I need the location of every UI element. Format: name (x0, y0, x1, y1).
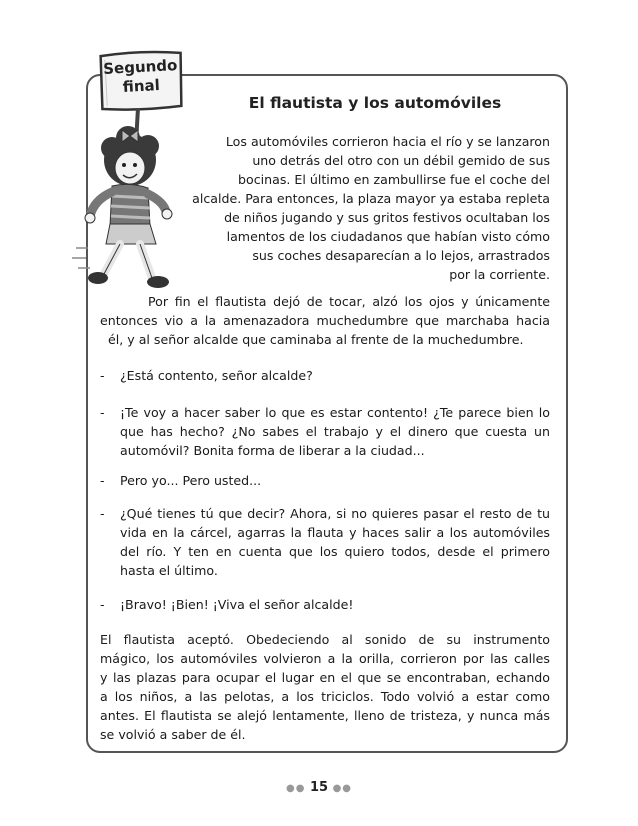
paragraph-line: antes. El flautista se alejó lentamente, lleno de tristeza, y nunca más (100, 708, 550, 723)
paragraph-line: a los niños, a las pelotas, a los triciclos. Todo volvió a estar como (100, 689, 550, 704)
dialogue-dash: - (100, 506, 105, 521)
final-paragraph (100, 630, 550, 744)
dialogue-text: ¿Está contento, señor alcalde? (120, 368, 313, 383)
intro-line: de niños jugando y sus gritos festivos ocultaban los (224, 210, 550, 225)
dialogue-dash: - (100, 405, 105, 420)
paragraph-1 (100, 292, 550, 349)
dialogue-line-4 (100, 504, 550, 580)
dialogue-text: vida en la cárcel, agarras la flauta y haces salir a los automóviles (120, 525, 550, 540)
dialogue-line-5 (100, 595, 550, 614)
dialogue-line-2 (100, 403, 550, 460)
dialogue-line-1 (100, 366, 550, 385)
intro-line: alcalde. Para entonces, la plaza mayor ya estaba repleta (192, 191, 550, 206)
paragraph-line: él, y al señor alcalde que caminaba al frente de la muchedumbre. (108, 332, 524, 347)
dots-left-icon: ●● (285, 783, 306, 794)
section-sign (94, 48, 187, 115)
intro-line: por la corriente. (449, 267, 550, 282)
paragraph-line: mágico, los automóviles volvieron a la orilla, corrieron por las calles (100, 651, 550, 666)
intro-paragraph (150, 132, 550, 284)
sign-line-2: final (122, 76, 161, 96)
paragraph-line: entonces vio a la amenazadora muchedumbre que marchaba hacia (100, 313, 550, 328)
dialogue-text: del río. Y ten en cuenta que los quiero todos, desde el primero (120, 544, 550, 559)
dialogue-text: ¿Qué tienes tú que decir? Ahora, si no quieres pasar el resto de tu (120, 506, 550, 521)
dialogue-text: automóvil? Bonita forma de liberar a la ciudad... (120, 443, 425, 458)
intro-line: lamentos de los ciudadanos que habían visto cómo (226, 229, 550, 244)
paragraph-line: Por fin el flautista dejó de tocar, alzó los ojos y únicamente (148, 294, 550, 309)
dialogue-dash: - (100, 473, 105, 488)
dialogue-text: ¡Te voy a hacer saber lo que es estar contento! ¿Te parece bien lo (120, 405, 550, 420)
paragraph-line: se volvió a saber de él. (100, 727, 246, 742)
sign-line-1: Segundo (102, 56, 178, 78)
page-title: El flautista y los automóviles (248, 94, 502, 112)
dialogue-text: hasta el último. (120, 563, 218, 578)
page-footer (0, 780, 638, 795)
dialogue-dash: - (100, 597, 105, 612)
paragraph-line: y las plazas para ocupar el lugar en el que se encontraban, echando (100, 670, 550, 685)
paragraph-line: El flautista aceptó. Obedeciendo al sonido de su instrumento (100, 632, 550, 647)
dots-right-icon: ●● (332, 783, 353, 794)
intro-line: sus coches desaparecían a lo lejos, arrastrados (252, 248, 550, 263)
dialogue-text: que has hecho? ¿No sabes el trabajo y el dinero que cuesta un (120, 424, 550, 439)
dialogue-text: ¡Bravo! ¡Bien! ¡Viva el señor alcalde! (120, 597, 354, 612)
dialogue-text: Pero yo... Pero usted... (120, 473, 262, 488)
page-number: 15 (309, 780, 329, 795)
dialogue-line-3 (100, 471, 550, 490)
intro-line: uno detrás del otro con un débil gemido de sus (252, 153, 550, 168)
intro-line: bocinas. El último en zambullirse fue el coche del (238, 172, 550, 187)
dialogue-dash: - (100, 368, 105, 383)
intro-line: Los automóviles corrieron hacia el río y se lanzaron (225, 134, 550, 149)
